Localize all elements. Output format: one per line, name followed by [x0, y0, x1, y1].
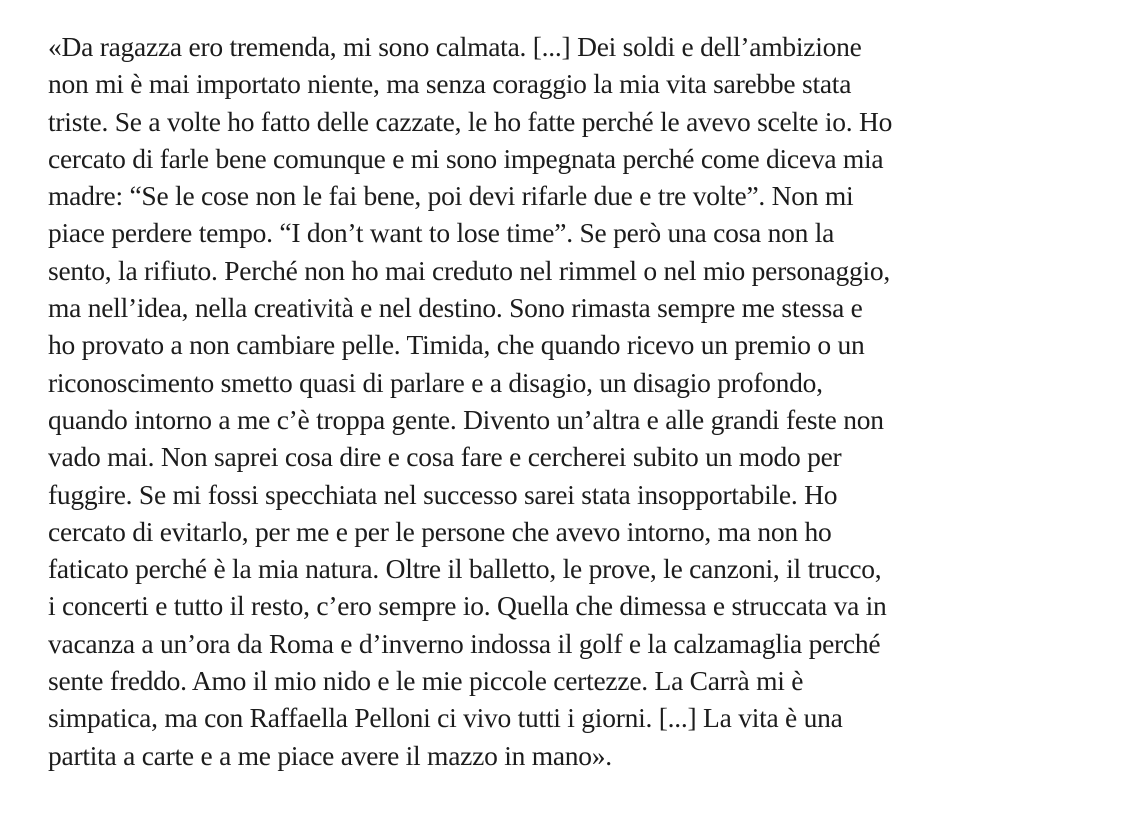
quote-line: «Da ragazza ero tremenda, mi sono calmata. [...] Dei soldi e dell’ambizione	[48, 31, 862, 62]
quote-line: ma nell’idea, nella creatività e nel destino. Sono rimasta sempre me stessa e	[48, 292, 863, 324]
quote-line: sente freddo. Amo il mio nido e le mie piccole certezze. La Carrà mi è	[48, 665, 804, 697]
quote-line: madre: “Se le cose non le fai bene, poi devi rifarle due e tre volte”. Non mi	[48, 180, 854, 212]
quote-line: ho provato a non cambiare pelle. Timida, che quando ricevo un premio o un	[48, 329, 865, 361]
quote-line: triste. Se a volte ho fatto delle cazzate, le ho fatte perché le avevo scelte io. Ho	[48, 105, 893, 137]
quote-line: simpatica, ma con Raffaella Pelloni ci vivo tutti i giorni. [...] La vita è una	[48, 702, 843, 734]
quote-line: non mi è mai importato niente, ma senza coraggio la mia vita sarebbe stata	[48, 68, 852, 100]
quote-line: partita a carte e a me piace avere il mazzo in mano».	[48, 739, 612, 771]
quote-line: piace perdere tempo. “I don’t want to lose time”. Se però una cosa non la	[48, 217, 835, 249]
quote-paragraph	[48, 28, 1093, 774]
quote-line: cercato di evitarlo, per me e per le persone che avevo intorno, ma non ho	[48, 515, 832, 547]
quote-line: vado mai. Non saprei cosa dire e cosa fare e cercherei subito un modo per	[48, 441, 842, 473]
quote-line: riconoscimento smetto quasi di parlare e a disagio, un disagio profondo,	[48, 366, 823, 398]
quote-line: fuggire. Se mi fossi specchiata nel successo sarei stata insopportabile. Ho	[48, 478, 838, 510]
quote-line: cercato di farle bene comunque e mi sono impegnata perché come diceva mia	[48, 142, 884, 174]
quote-line: vacanza a un’ora da Roma e d’inverno indossa il golf e la calzamaglia perché	[48, 627, 881, 659]
quote-line: quando intorno a me c’è troppa gente. Divento un’altra e alle grandi feste non	[48, 403, 884, 435]
quote-line: faticato perché è la mia natura. Oltre il balletto, le prove, le canzoni, il trucco,	[48, 553, 882, 585]
quote-line: sento, la rifiuto. Perché non ho mai creduto nel rimmel o nel mio personaggio,	[48, 254, 890, 286]
quote-line: i concerti e tutto il resto, c’ero sempre io. Quella che dimessa e struccata va in	[48, 590, 887, 622]
